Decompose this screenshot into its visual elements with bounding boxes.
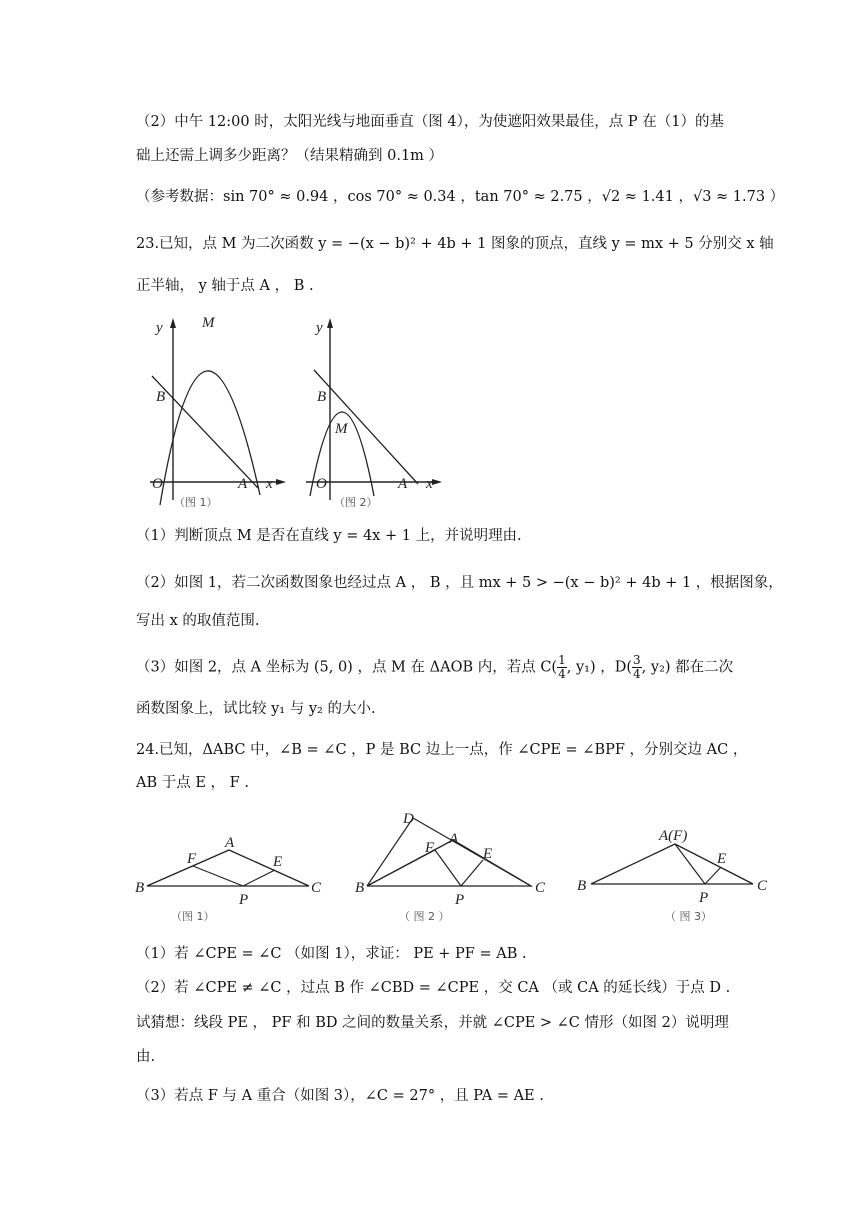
q24-part3: （3）若点 F 与 A 重合（如图 3），∠C = 27° ，且 PA = AE . [136,1088,544,1104]
label-e: E [273,854,283,870]
q23-part3-text-a: （3）如图 2，点 A 坐标为 (5, 0) ，点 M 在 ΔAOB 内，若点 C( [136,659,558,676]
line-ab [152,376,258,488]
fig2-caption: （ 图 2 ） [399,910,450,923]
q24-stem-line1: 24.已知，ΔABC 中，∠B = ∠C ，P 是 BC 边上一点，作 ∠CPE = ∠BPF ，分别交边 AC ， [136,742,748,758]
q23-part1: （1）判断顶点 M 是否在直线 y = 4x + 1 上，并说明理由. [136,528,522,544]
q24-figure-1 [133,828,333,932]
q23-part3-text-c: , y₂) 都在二次 [641,659,734,676]
label-p: P [239,892,249,908]
label-af: A(F) [659,828,688,844]
label-x: x [266,476,273,492]
segment-bd [367,818,413,886]
q22-part2-line1: （2）中午 12:00 时，太阳光线与地面垂直（图 4），为使遮阳效果最佳，点 P 在（1）的基 [136,114,725,130]
q23-part2-line2: 写出 x 的取值范围. [136,613,260,629]
q23-part3-line2: 函数图象上，试比较 y₁ 与 y₂ 的大小. [136,701,376,717]
label-f: F [187,851,197,867]
label-b: B [355,880,365,896]
segment-pf [435,850,461,886]
segment-pe [243,870,275,886]
label-f: F [425,840,435,856]
label-y: y [156,320,163,336]
fraction-three-quarters: $\frac{3}{4}$ [633,653,641,681]
label-y: y [316,320,323,336]
q23-stem-line2: 正半轴， y 轴于点 A ， B . [136,278,314,294]
label-a: A [225,835,235,851]
triangle-abc [591,844,753,884]
label-b: B [317,389,327,405]
label-o: O [152,476,163,492]
label-e: E [717,851,727,867]
q23-stem-line1: 23.已知，点 M 为二次函数 y = −(x − b)² + 4b + 1 图象的顶点，直线 y = mx + 5 分别交 x 轴 [136,236,774,252]
label-a: A [238,476,248,492]
label-m: M [202,315,215,331]
label-p: P [699,890,709,906]
q24-part2-line1: （2）若 ∠CPE ≠ ∠C ，过点 B 作 ∠CBD = ∠CPE ，交 CA （或 CA 的延长线）于点 D . [136,980,731,996]
label-x: x [426,476,433,492]
label-a: A [398,476,408,492]
q24-part1: （1）若 ∠CPE = ∠C （如图 1），求证： PE + PF = AB . [136,946,527,962]
q23-part2-line1: （2）如图 1，若二次函数图象也经过点 A ， B ，且 mx + 5 > −(x − b)² + 4b + 1 ，根据图象， [136,575,783,591]
label-d: D [403,811,414,827]
segment-pf [193,866,243,886]
q23-figure-1 [140,310,290,514]
q23-part3-line1 [136,654,733,681]
label-o: O [316,476,327,492]
q24-figure-3 [573,820,783,932]
label-m: M [335,421,348,437]
q24-part2-line2: 试猜想：线段 PE ， PF 和 BD 之间的数量关系，并就 ∠CPE > ∠C 情形（如图 2）说明理 [136,1015,729,1031]
label-c: C [535,880,546,896]
label-c: C [757,878,768,894]
q22-part2-line2: 础上还需上调多少距离？（结果精确到 0.1m ） [136,148,444,164]
label-b: B [135,880,145,896]
q24-part2-line3: 由. [136,1049,156,1065]
q23-part3-text-b: , y₁) ，D( [566,659,633,676]
label-a: A [449,831,459,847]
segment-pe [461,860,483,886]
segment-pe [705,867,721,884]
label-c: C [311,880,322,896]
q24-figure-2 [353,808,558,932]
q22-reference-data: （参考数据：sin 70° ≈ 0.94 ，cos 70° ≈ 0.34 ，tan 70° ≈ 2.75 ，√2 ≈ 1.41 ，√3 ≈ 1.73 ） [136,189,785,205]
fig1-caption: （图 1） [171,910,215,923]
fraction-one-quarter: $\frac{1}{4}$ [558,653,566,681]
label-e: E [483,846,493,862]
label-b: B [156,389,166,405]
fig1-caption: （图 1） [174,496,218,509]
segment-pa [675,844,705,884]
fig2-caption: （图 2） [334,496,378,509]
label-p: P [455,892,465,908]
q24-stem-line2: AB 于点 E ， F . [136,775,249,791]
label-b: B [577,878,587,894]
fig3-caption: （ 图 3） [665,910,712,923]
q23-figure-2 [298,310,448,514]
